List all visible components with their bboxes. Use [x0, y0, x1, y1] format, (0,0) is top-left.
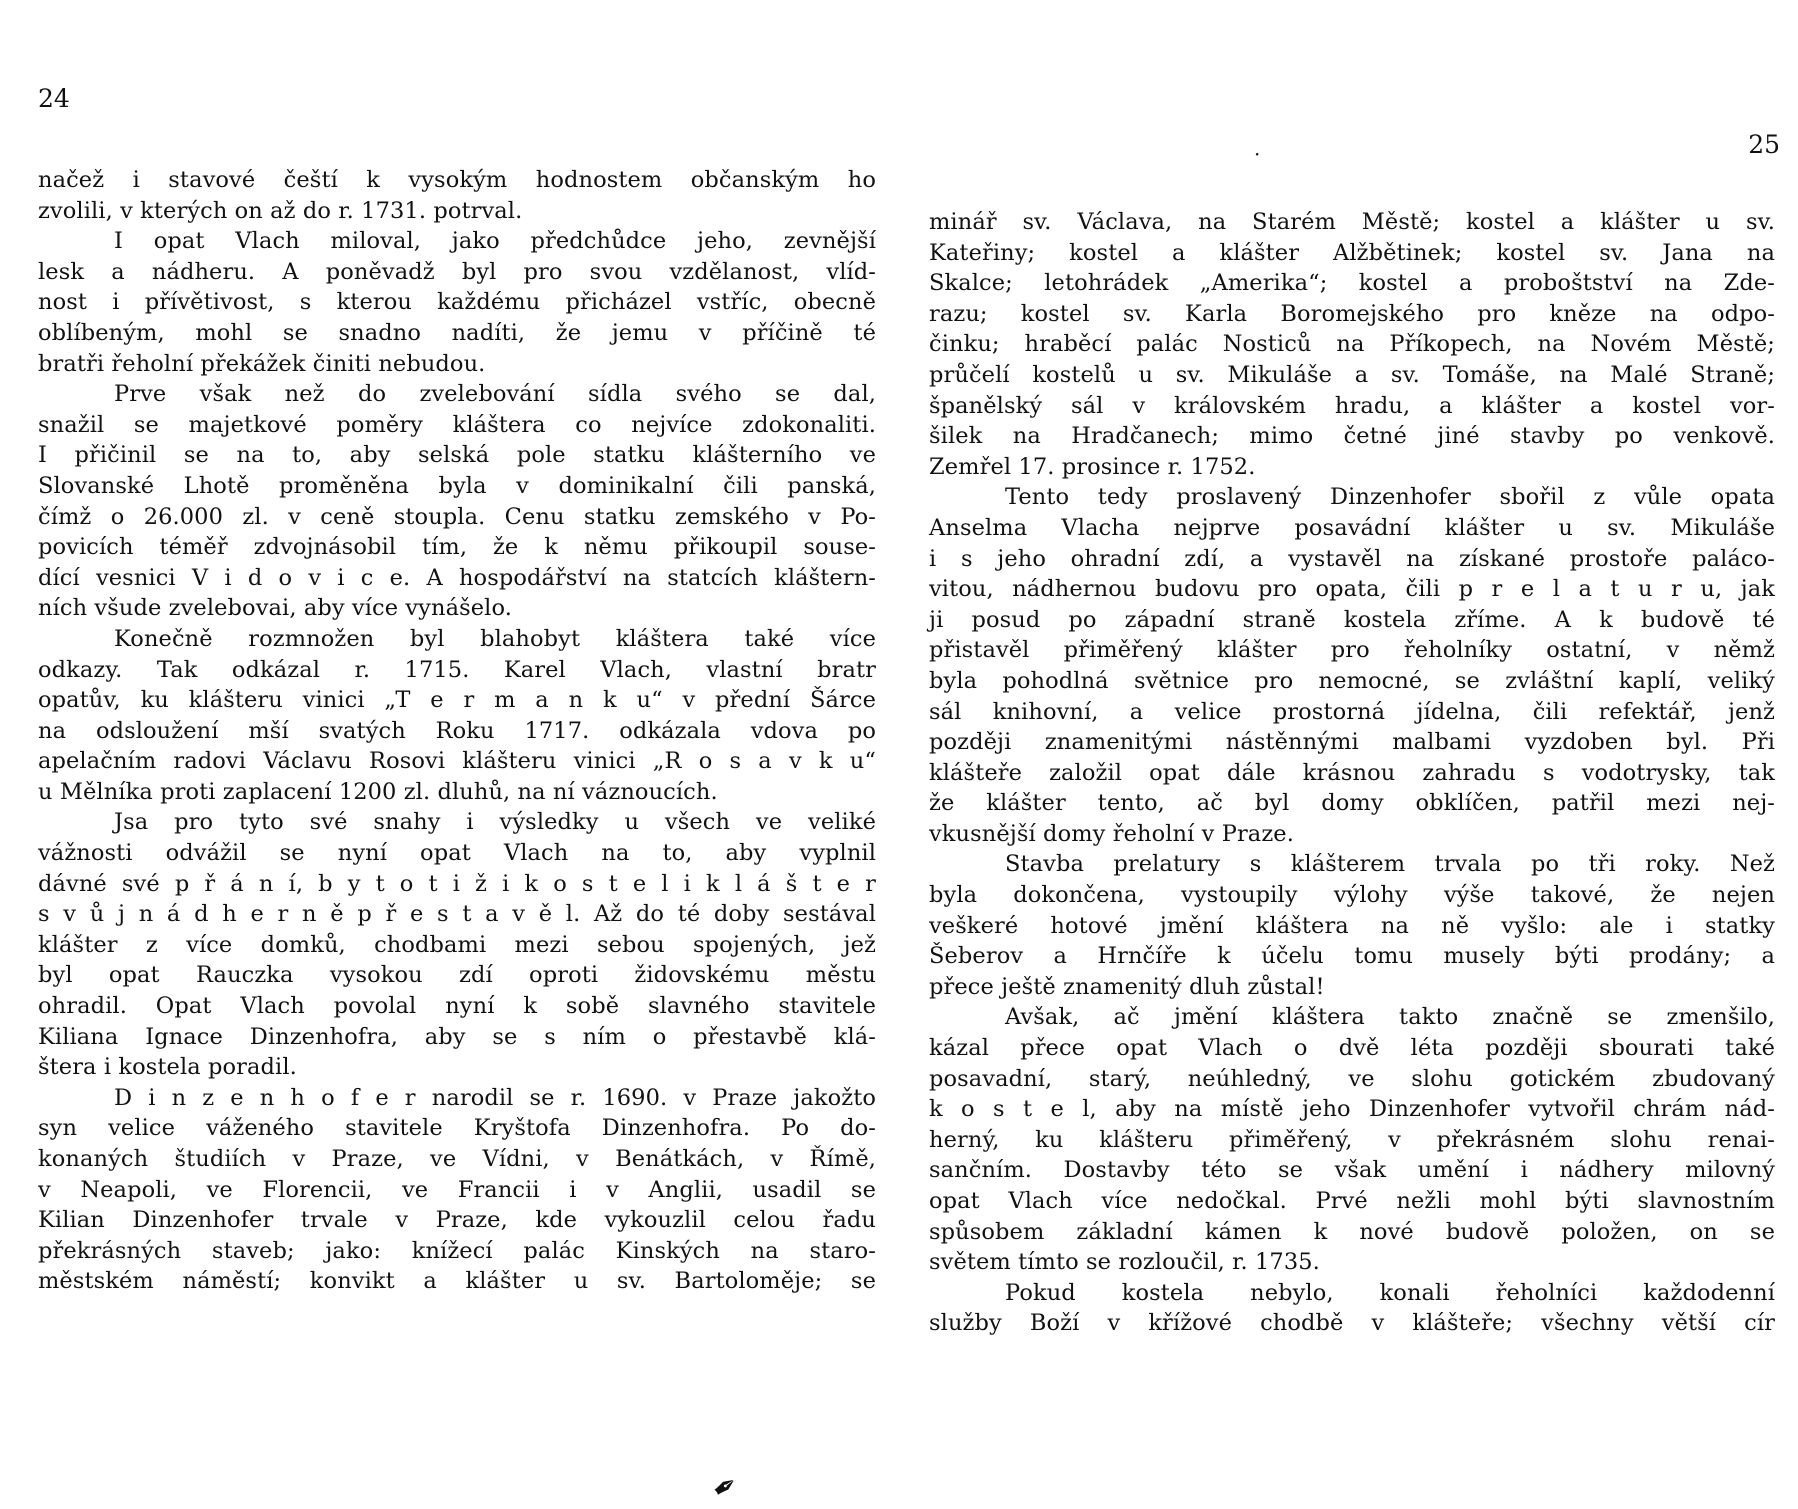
text-line: Skalce; letohrádek „Amerika“; kostel a proboštství na Zde- [929, 270, 1775, 297]
ink-flourish-mark: ✒ [705, 1465, 746, 1509]
text-line: konaných študiích v Praze, ve Vídni, v Benátkách, v Římě, [38, 1146, 876, 1172]
text-line: klášter z více domků, chodbami mezi sebou spojených, jež [38, 931, 876, 958]
text-line: opatův, ku klášteru vinici „T e r m a n k u“ v přední Šárce [38, 687, 876, 714]
text-line: odkazy. Tak odkázal r. 1715. Karel Vlach, vlastní bratr [38, 656, 876, 683]
page-number-left: 24 [38, 84, 70, 113]
text-line: přece ještě znamenitý dluh zůstal! [929, 973, 1325, 1000]
left-page [0, 0, 900, 1500]
text-line: průčelí kostelů u sv. Mikuláše a sv. Tomáše, na Malé Straně; [929, 361, 1775, 388]
text-line: ji posud po západní straně kostela zříme. A k budově té [929, 606, 1775, 633]
text-line: Kilian Dinzenhofer trvale v Praze, kde vykouzlil celou řadu [38, 1207, 876, 1234]
text-line: dávné své p ř á n í, b y t o t i ž i k o s t e l i k l á š t e r [38, 870, 876, 897]
text-line: Kiliana Ignace Dinzenhofra, aby se s ním o přestavbě klá- [38, 1023, 876, 1050]
text-line: vitou, nádhernou budovu pro opata, čili p r e l a t u r u, jak [929, 576, 1775, 603]
text-line: Prve však než do zvelebování sídla svého se dal, [114, 381, 876, 408]
text-line: přistavěl přiměřený klášter pro řeholníky ostatní, v němž [929, 637, 1775, 664]
text-line: Pokud kostela nebylo, konali řeholníci každodenní [1005, 1279, 1775, 1306]
text-line: překrásných staveb; jako: knížecí palác Kinských na staro- [38, 1237, 876, 1264]
text-line: apelačním radovi Václavu Rosovi klášteru vinici „R o s a v k u“ [38, 748, 876, 775]
text-line: Stavba prelatury s klášterem trvala po tři roky. Než [1005, 851, 1775, 878]
text-line: štera i kostela poradil. [38, 1054, 297, 1081]
text-line: Slovanské Lhotě proměněna byla v dominikalní čili panská, [38, 472, 876, 499]
text-line: vážnosti odvážil se nyní opat Vlach na to, aby vyplnil [38, 840, 876, 867]
text-line: činku; hraběcí palác Nosticů na Příkopech, na Novém Městě; [929, 331, 1775, 358]
text-line: minář sv. Václava, na Starém Městě; kostel a klášter u sv. [929, 209, 1775, 235]
text-line: světem tímto se rozloučil, r. 1735. [929, 1249, 1320, 1276]
text-line: načež i stavové čeští k vysokým hodnostem občanským ho [38, 167, 876, 193]
text-line: byla pohodlná světnice pro nemocné, se zvláštní kaplí, veliký [929, 667, 1775, 694]
text-line: Avšak, ač jmění kláštera takto značně se zmenšilo, [1005, 1004, 1775, 1031]
text-line: sál knihovní, a velice prostorná jídelna, čili refektář, jenž [929, 698, 1775, 725]
text-line: čímž o 26.000 zl. v ceně stoupla. Cenu statku zemského v Po- [38, 503, 876, 530]
text-line: nost i přívětivost, s kterou každému přicházel vstříc, obecně [38, 289, 876, 316]
text-line: ohradil. Opat Vlach povolal nyní k sobě slavného stavitele [38, 993, 876, 1020]
text-line: veškeré hotové jmění kláštera na ně vyšlo: ale i statky [929, 912, 1775, 939]
text-line: Konečně rozmnožen byl blahobyt kláštera také více [114, 625, 876, 652]
text-line: sančním. Dostavby této se však umění i nádhery milovný [929, 1157, 1775, 1184]
text-line: služby Boží v křížové chodbě v klášteře; všechny větší cír [929, 1310, 1775, 1337]
text-line: ních všude zvelebovai, aby více vynášelo. [38, 595, 512, 622]
right-page-text [929, 207, 1775, 1339]
text-line: I přičinil se na to, aby selská pole statku klášterního ve [38, 442, 876, 469]
text-line: opat Vlach více nedočkal. Prvé nežli mohl býti slavnostním [929, 1188, 1775, 1214]
text-line: Šeberov a Hrnčíře k účelu tomu musely býti prodány; a [929, 943, 1775, 970]
text-line: šilek na Hradčanech; mimo četné jiné stavby po venkově. [929, 423, 1775, 450]
text-line: razu; kostel sv. Karla Boromejského pro kněze na odpo- [929, 300, 1775, 327]
text-line: v Neapoli, ve Florencii, ve Francii i v Anglii, usadil se [38, 1176, 876, 1203]
text-line: Zemřel 17. prosince r. 1752. [929, 453, 1256, 480]
text-line: syn velice váženého stavitele Kryštofa Dinzenhofra. Po do- [38, 1115, 876, 1142]
text-line: dící vesnici V i d o v i c e. A hospodářství na statcích kláštern- [38, 564, 876, 591]
right-page [900, 0, 1798, 1500]
text-line: španělský sál v královském hradu, a klášter a kostel vor- [929, 392, 1775, 419]
text-line: spůsobem základní kámen k nové budově položen, on se [929, 1218, 1775, 1245]
text-line: vkusnější domy řeholní v Praze. [929, 820, 1294, 847]
text-line: i s jeho ohradní zdí, a vystavěl na získané prostoře paláco- [929, 545, 1775, 572]
text-line: Tento tedy proslavený Dinzenhofer sbořil z vůle opata [1005, 484, 1775, 511]
text-line: lesk a nádheru. A poněvadž byl pro svou vzdělanost, vlíd- [38, 258, 876, 285]
left-page-text [38, 165, 876, 1297]
text-line: oblíbeným, mohl se snadno nadíti, že jemu v příčině té [38, 319, 876, 346]
text-line: bratři řeholní překážek činiti nebudou. [38, 350, 486, 377]
text-line: D i n z e n h o f e r narodil se r. 1690. v Praze jakožto [114, 1084, 876, 1111]
text-line: městském náměstí; konvikt a klášter u sv. Bartoloměje; se [38, 1268, 876, 1295]
text-line: že klášter tento, ač byl domy obklíčen, patřil mezi nej- [929, 790, 1775, 817]
text-line: Kateřiny; kostel a klášter Alžbětinek; kostel sv. Jana na [929, 239, 1775, 266]
text-line: zvolili, v kterých on až do r. 1731. potrval. [38, 197, 523, 224]
text-line: herný, ku klášteru přiměřený, v překrásném slohu renai- [929, 1126, 1775, 1153]
page-number-right: 25 [1748, 130, 1780, 159]
text-line: byl opat Rauczka vysokou zdí oproti židovskému městu [38, 962, 876, 989]
text-line: k o s t e l, aby na místě jeho Dinzenhofer vytvořil chrám nád- [929, 1096, 1775, 1123]
text-line: u Mělníka proti zaplacení 1200 zl. dluhů, na ní váznoucích. [38, 778, 718, 805]
text-line: povicích téměř zdvojnásobil tím, že k němu přikoupil souse- [38, 534, 876, 561]
text-line: snažil se majetkové poměry kláštera co nejvíce zdokonaliti. [38, 411, 876, 438]
text-line: s v ů j n á d h e r n ě p ř e s t a v ě l. Až do té doby sestával [38, 901, 876, 928]
stray-dot-mark: · [1254, 142, 1261, 166]
text-line: posavadní, starý, neúhledný, ve slohu gotickém zbudovaný [929, 1065, 1775, 1092]
text-line: Jsa pro tyto své snahy i výsledky u všech ve veliké [114, 809, 876, 836]
text-line: klášteře založil opat dále krásnou zahradu s vodotrysky, tak [929, 759, 1775, 786]
text-line: Anselma Vlacha nejprve posavádní klášter u sv. Mikuláše [929, 514, 1775, 541]
text-line: kázal přece opat Vlach o dvě léta později sbourati také [929, 1035, 1775, 1062]
text-line: byla dokončena, vystoupily výlohy výše takové, že nejen [929, 882, 1775, 909]
text-line: na odsloužení mší svatých Roku 1717. odkázala vdova po [38, 717, 876, 744]
text-line: později znamenitými nástěnnými malbami vyzdoben byl. Při [929, 729, 1775, 756]
text-line: I opat Vlach miloval, jako předchůdce jeho, zevnější [114, 228, 876, 255]
